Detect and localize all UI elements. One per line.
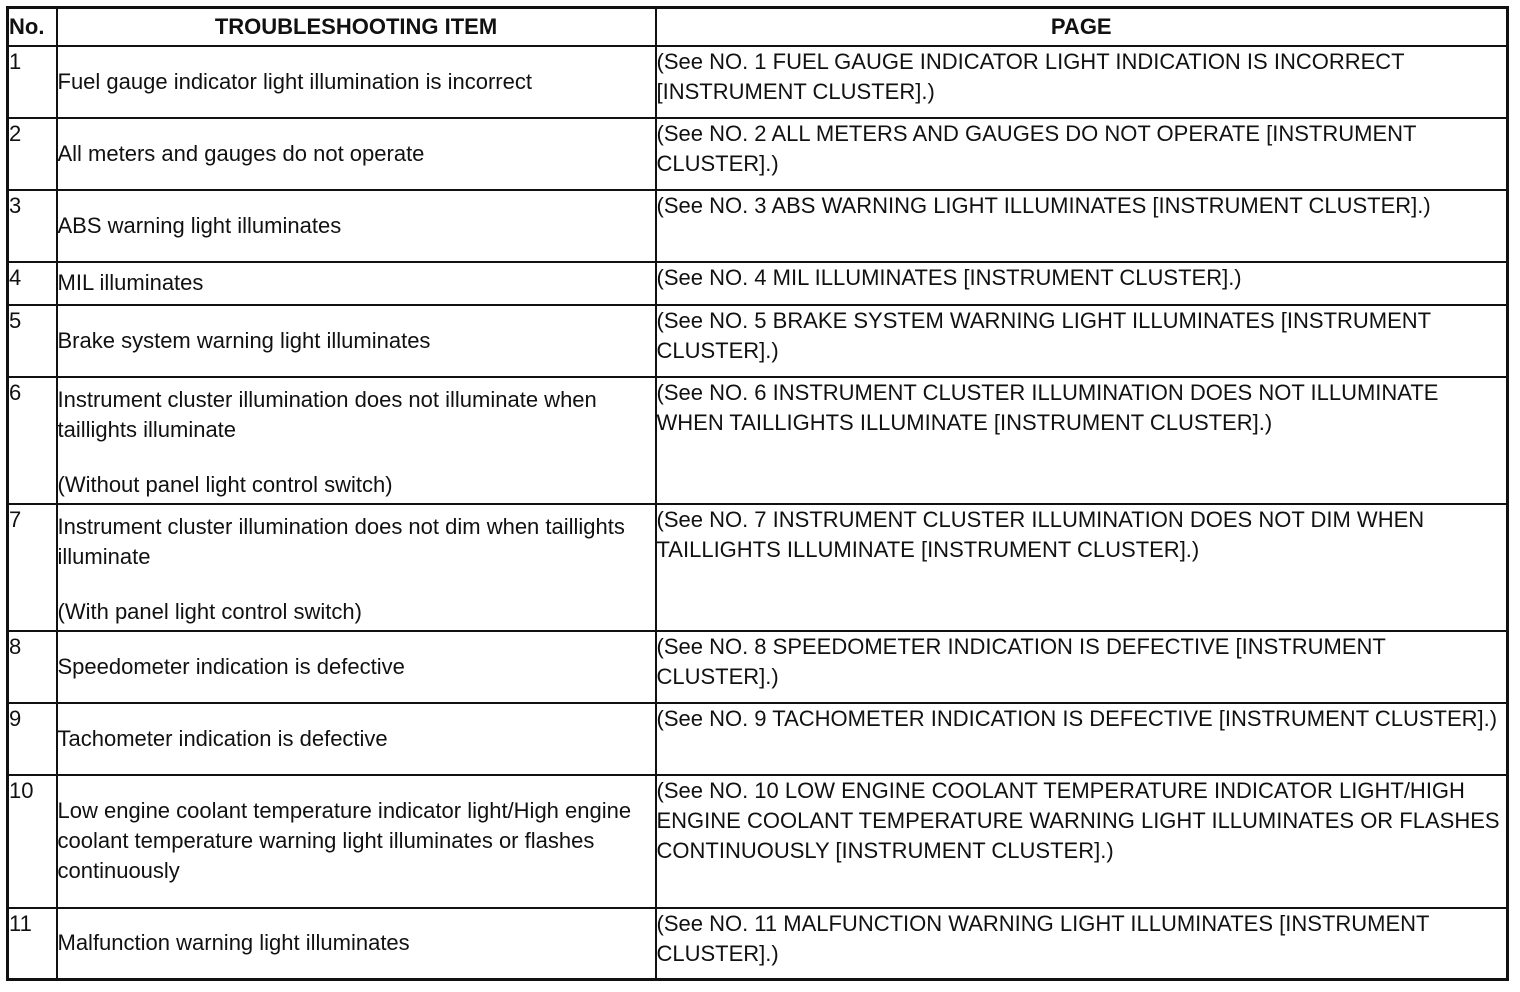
troubleshooting-item: [57, 504, 656, 631]
troubleshooting-item: ABS warning light illuminates: [57, 190, 656, 262]
troubleshooting-item: Tachometer indication is defective: [57, 703, 656, 775]
row-number: 3: [8, 190, 57, 262]
table-row: [8, 262, 1508, 305]
row-number: 2: [8, 118, 57, 190]
page-reference: (See NO. 3 ABS WARNING LIGHT ILLUMINATES [INSTRUMENT CLUSTER].): [656, 190, 1508, 262]
troubleshooting-table: [6, 6, 1509, 981]
row-number: 6: [8, 377, 57, 504]
table-row: [8, 305, 1508, 377]
troubleshooting-item: Malfunction warning light illuminates: [57, 908, 656, 980]
row-number: 5: [8, 305, 57, 377]
row-number: 4: [8, 262, 57, 305]
item-description: Instrument cluster illumination does not illuminate when taillights illuminate: [57, 386, 597, 442]
page-reference: (See NO. 1 FUEL GAUGE INDICATOR LIGHT INDICATION IS INCORRECT [INSTRUMENT CLUSTER].): [656, 46, 1508, 118]
header-row: [8, 8, 1508, 46]
table-row: [8, 190, 1508, 262]
troubleshooting-item: All meters and gauges do not operate: [57, 118, 656, 190]
troubleshooting-item: Brake system warning light illuminates: [57, 305, 656, 377]
table-row: [8, 377, 1508, 504]
troubleshooting-item: Fuel gauge indicator light illumination is incorrect: [57, 46, 656, 118]
header-page: PAGE: [656, 8, 1508, 46]
item-condition-note: (With panel light control switch): [57, 598, 362, 624]
table-row: [8, 908, 1508, 980]
page-reference: (See NO. 9 TACHOMETER INDICATION IS DEFECTIVE [INSTRUMENT CLUSTER].): [656, 703, 1508, 775]
row-number: 1: [8, 46, 57, 118]
page-reference: (See NO. 7 INSTRUMENT CLUSTER ILLUMINATION DOES NOT DIM WHEN TAILLIGHTS ILLUMINATE [INSTRUMENT CLUSTER].): [656, 504, 1508, 631]
item-description: Instrument cluster illumination does not dim when taillights illuminate: [57, 513, 625, 569]
table-row: [8, 46, 1508, 118]
item-condition-note: (Without panel light control switch): [57, 471, 393, 497]
header-no: No.: [8, 8, 57, 46]
page-reference: (See NO. 6 INSTRUMENT CLUSTER ILLUMINATION DOES NOT ILLUMINATE WHEN TAILLIGHTS ILLUMINATE [INSTRUMENT CLUSTER].): [656, 377, 1508, 504]
table-row: [8, 775, 1508, 908]
page-reference: (See NO. 8 SPEEDOMETER INDICATION IS DEFECTIVE [INSTRUMENT CLUSTER].): [656, 631, 1508, 703]
page-reference: (See NO. 10 LOW ENGINE COOLANT TEMPERATURE INDICATOR LIGHT/HIGH ENGINE COOLANT TEMPERATURE WARNING LIGHT ILLUMINATES OR FLASHES CONTINUOUSLY [INSTRUMENT CLUSTER].): [656, 775, 1508, 908]
table-row: [8, 631, 1508, 703]
troubleshooting-item: [57, 377, 656, 504]
row-number: 11: [8, 908, 57, 980]
table-row: [8, 703, 1508, 775]
page-reference: (See NO. 2 ALL METERS AND GAUGES DO NOT OPERATE [INSTRUMENT CLUSTER].): [656, 118, 1508, 190]
page-reference: (See NO. 4 MIL ILLUMINATES [INSTRUMENT CLUSTER].): [656, 262, 1508, 305]
row-number: 10: [8, 775, 57, 908]
table-row: [8, 504, 1508, 631]
row-number: 9: [8, 703, 57, 775]
troubleshooting-item: Low engine coolant temperature indicator light/High engine coolant temperature warning light illuminates or flashes continuously: [57, 775, 656, 908]
troubleshooting-item: MIL illuminates: [57, 262, 656, 305]
page-reference: (See NO. 5 BRAKE SYSTEM WARNING LIGHT ILLUMINATES [INSTRUMENT CLUSTER].): [656, 305, 1508, 377]
troubleshooting-item: Speedometer indication is defective: [57, 631, 656, 703]
header-troubleshooting-item: TROUBLESHOOTING ITEM: [57, 8, 656, 46]
row-number: 8: [8, 631, 57, 703]
table-row: [8, 118, 1508, 190]
page-reference: (See NO. 11 MALFUNCTION WARNING LIGHT ILLUMINATES [INSTRUMENT CLUSTER].): [656, 908, 1508, 980]
row-number: 7: [8, 504, 57, 631]
